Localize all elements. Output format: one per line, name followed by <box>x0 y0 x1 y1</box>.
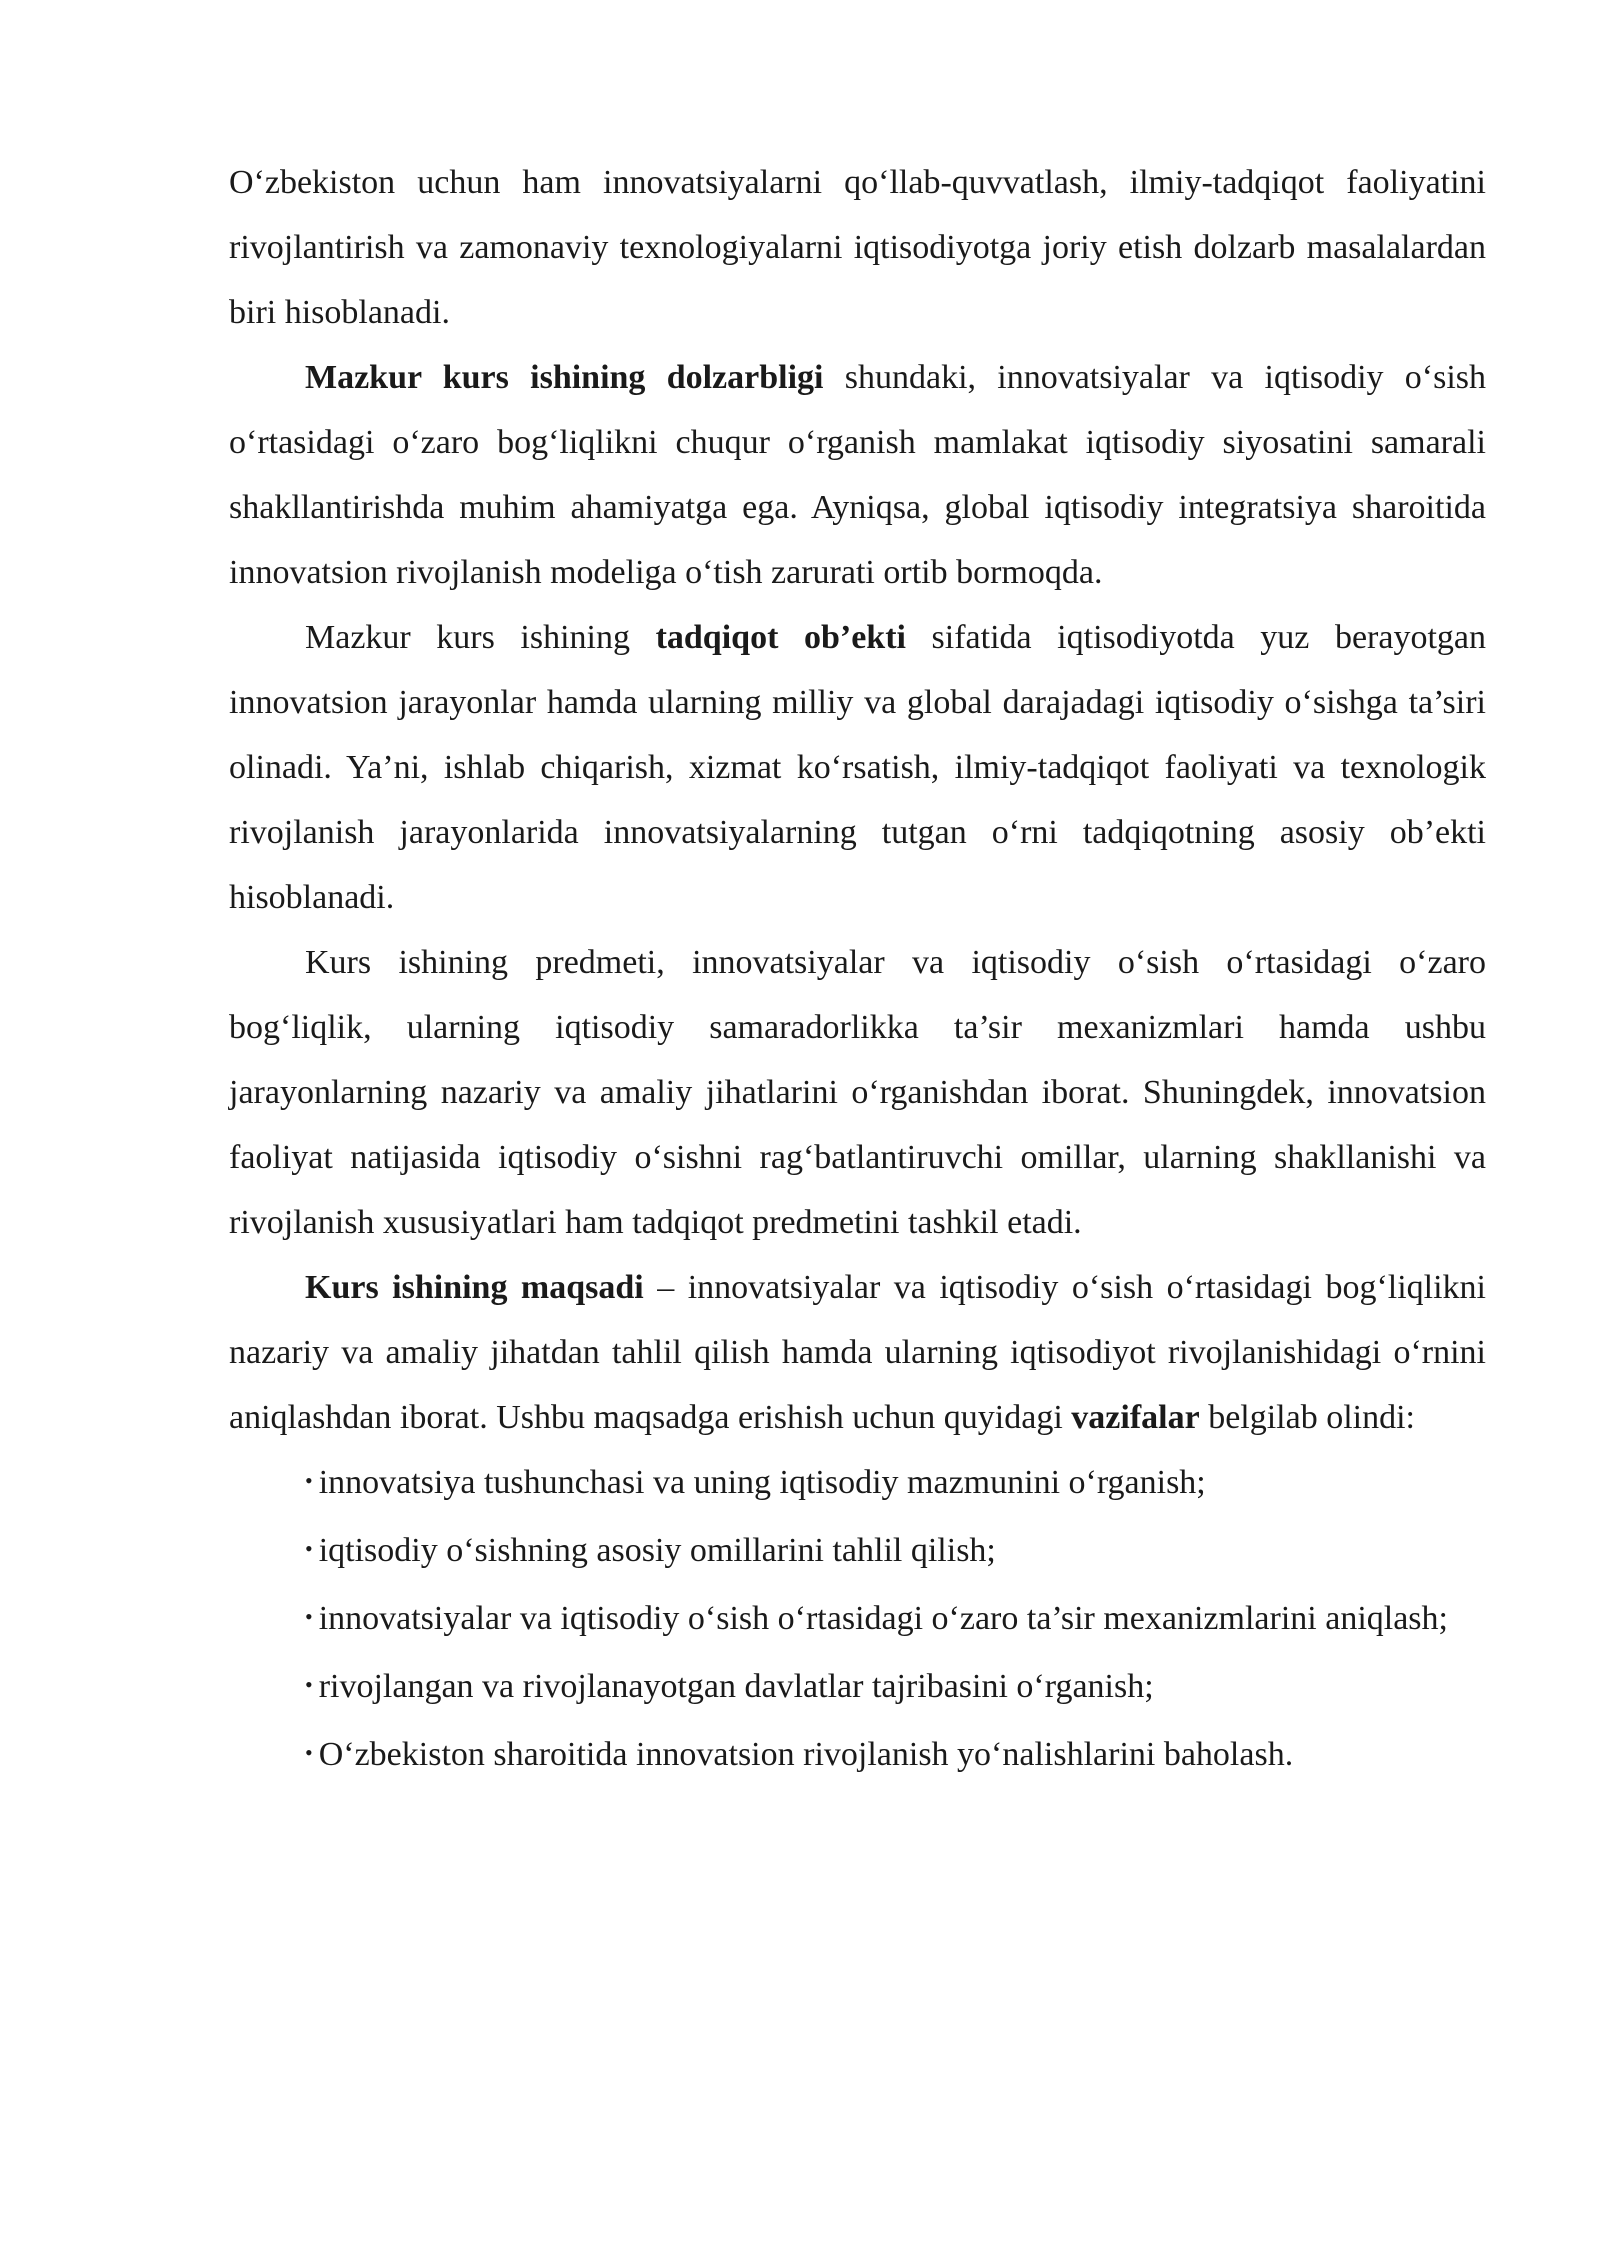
list-item <box>229 1654 1486 1722</box>
relevance-text: shundaki, innovatsiyalar va iqtisodiy o‘sish o‘rtasidagi o‘zaro bog‘liqlikni chuqur o‘rganish mamlakat iqtisodiy siyosatini samarali shakllantirishda muhim ahamiyatga ega. Ayniqsa, global iqtisodiy integratsiya sharoitida innovatsion rivojlanish modeliga o‘tish zarurati ortib bormoqda. <box>229 359 1487 591</box>
research-object-heading: tadqiqot ob’ekti <box>655 619 906 656</box>
list-item <box>229 1722 1486 1790</box>
tasks-lead: belgilab olindi: <box>1199 1399 1415 1436</box>
document-page <box>229 150 1486 1790</box>
list-item-text: rivojlangan va rivojlanayotgan davlatlar tajribasini o‘rganish; <box>318 1668 1154 1705</box>
paragraph-research-object <box>229 605 1486 930</box>
relevance-heading: Mazkur kurs ishining dolzarbligi <box>305 359 824 396</box>
goal-text: – innovatsiyalar va iqtisodiy o‘sish o‘rtasidagi bog‘liqlikni nazariy va amaliy jihatdan tahlil qilish hamda ularning iqtisodiyot rivojlanishidagi o‘rnini aniqlashdan iborat. Ushbu maqsadga erishish uchun quyidagi <box>229 1269 1486 1436</box>
paragraph-goal <box>229 1255 1486 1450</box>
list-item-text: innovatsiya tushunchasi va uning iqtisodiy mazmunini o‘rganish; <box>318 1464 1206 1501</box>
bullet-icon: • <box>305 1536 313 1561</box>
list-item-text: O‘zbekiston sharoitida innovatsion rivojlanish yo‘nalishlarini baholash. <box>318 1736 1294 1773</box>
bullet-icon: • <box>305 1604 313 1629</box>
goal-heading: Kurs ishining maqsadi <box>305 1269 644 1306</box>
paragraph-relevance <box>229 345 1486 605</box>
bullet-icon: • <box>305 1468 313 1493</box>
list-item <box>229 1518 1486 1586</box>
bullet-icon: • <box>305 1740 313 1765</box>
list-item-text: iqtisodiy o‘sishning asosiy omillarini tahlil qilish; <box>318 1532 996 1569</box>
research-object-lead: Mazkur kurs ishining <box>305 619 656 656</box>
list-item <box>229 1586 1486 1654</box>
paragraph-subject: Kurs ishining predmeti, innovatsiyalar va iqtisodiy o‘sish o‘rtasidagi o‘zaro bog‘liqlik, ularning iqtisodiy samaradorlikka ta’sir mexanizmlari hamda ushbu jarayonlarning nazariy va amaliy jihatlarini o‘rganishdan iborat. Shuningdek, innovatsion faoliyat natijasida iqtisodiy o‘sishni rag‘batlantiruvchi omillar, ularning shakllanishi va rivojlanish xususiyatlari ham tadqiqot predmetini tashkil etadi. <box>229 944 1486 1241</box>
bullet-icon: • <box>305 1672 313 1697</box>
list-item <box>229 1450 1486 1518</box>
list-item-text: innovatsiyalar va iqtisodiy o‘sish o‘rtasidagi o‘zaro ta’sir mexanizmlarini aniqlash; <box>318 1600 1448 1637</box>
tasks-heading: vazifalar <box>1071 1399 1200 1436</box>
paragraph-intro: O‘zbekiston uchun ham innovatsiyalarni qo‘llab-quvvatlash, ilmiy-tadqiqot faoliyatini rivojlantirish va zamonaviy texnologiyalarni iqtisodiyotga joriy etish dolzarb masalalardan biri hisoblanadi. <box>229 164 1486 331</box>
research-object-text: sifatida iqtisodiyotda yuz berayotgan innovatsion jarayonlar hamda ularning milliy va global darajadagi iqtisodiy o‘sishga ta’siri olinadi. Ya’ni, ishlab chiqarish, xizmat ko‘rsatish, ilmiy-tadqiqot faoliyati va texnologik rivojlanish jarayonlarida innovatsiyalarning tutgan o‘rni tadqiqotning asosiy ob’ekti hisoblanadi. <box>229 619 1487 916</box>
